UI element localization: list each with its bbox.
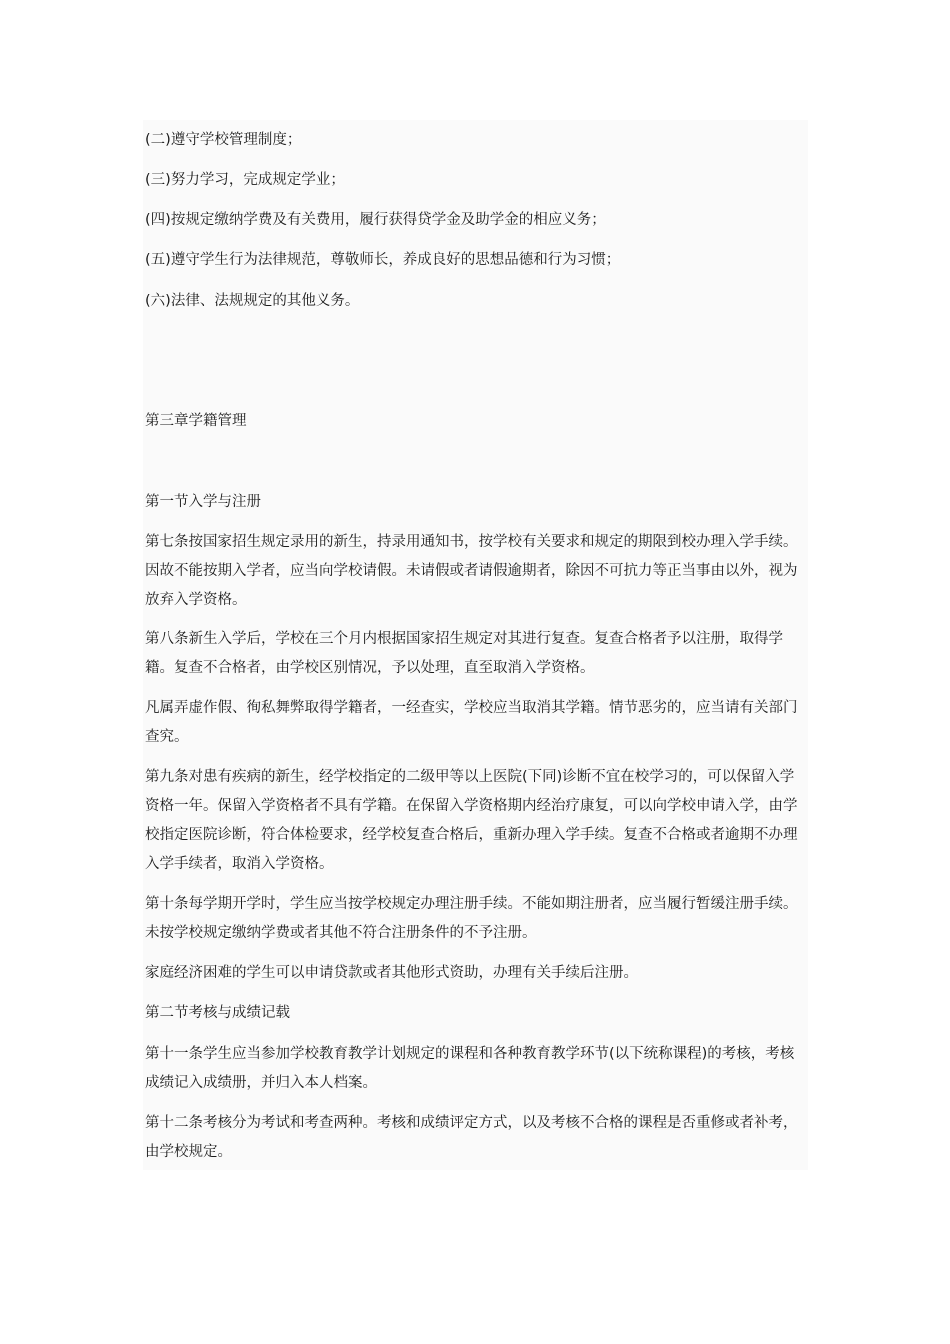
article-10: 第十条每学期开学时，学生应当按学校规定办理注册手续。不能如期注册者，应当履行暂缓注册手续。未按学校规定缴纳学费或者其他不符合注册条件的不予注册。 bbox=[145, 896, 798, 941]
obligation-item-6: (六)法律、法规规定的其他义务。 bbox=[145, 293, 360, 309]
article-8: 第八条新生入学后，学校在三个月内根据国家招生规定对其进行复查。复查合格者予以注册，取得学籍。复查不合格者，由学校区别情况，予以处理，直至取消入学资格。 bbox=[145, 631, 783, 676]
article-11: 第十一条学生应当参加学校教育教学计划规定的课程和各种教育教学环节(以下统称课程)的考核，考核成绩记入成绩册，并归入本人档案。 bbox=[145, 1046, 795, 1091]
section-heading-2: 第二节考核与成绩记载 bbox=[145, 1005, 290, 1021]
chapter-heading: 第三章学籍管理 bbox=[145, 413, 247, 429]
section-heading-1: 第一节入学与注册 bbox=[145, 494, 261, 510]
article-10-note: 家庭经济困难的学生可以申请贷款或者其他形式资助，办理有关手续后注册。 bbox=[145, 965, 638, 981]
obligation-item-2: (二)遵守学校管理制度； bbox=[145, 132, 302, 148]
article-12: 第十二条考核分为考试和考查两种。考核和成绩评定方式，以及考核不合格的课程是否重修或者补考，由学校规定。 bbox=[145, 1115, 798, 1160]
article-8-note: 凡属弄虚作假、徇私舞弊取得学籍者，一经查实，学校应当取消其学籍。情节恶劣的，应当请有关部门查究。 bbox=[145, 700, 798, 745]
obligation-item-5: (五)遵守学生行为法律规范，尊敬师长，养成良好的思想品德和行为习惯； bbox=[145, 252, 621, 268]
obligation-item-4: (四)按规定缴纳学费及有关费用，履行获得贷学金及助学金的相应义务； bbox=[145, 212, 606, 228]
obligation-item-3: (三)努力学习，完成规定学业； bbox=[145, 172, 345, 188]
article-9: 第九条对患有疾病的新生，经学校指定的二级甲等以上医院(下同)诊断不宜在校学习的，可以保留入学资格一年。保留入学资格者不具有学籍。在保留入学资格期内经治疗康复，可以向学校申请入学，由学校指定医院诊断，符合体检要求，经学校复查合格后，重新办理入学手续。复查不合格或者逾期不办理入学手续者，取消入学资格。 bbox=[145, 769, 798, 872]
article-7: 第七条按国家招生规定录用的新生，持录用通知书，按学校有关要求和规定的期限到校办理入学手续。因故不能按期入学者，应当向学校请假。未请假或者请假逾期者，除因不可抗力等正当事由以外，视为放弃入学资格。 bbox=[145, 534, 798, 608]
